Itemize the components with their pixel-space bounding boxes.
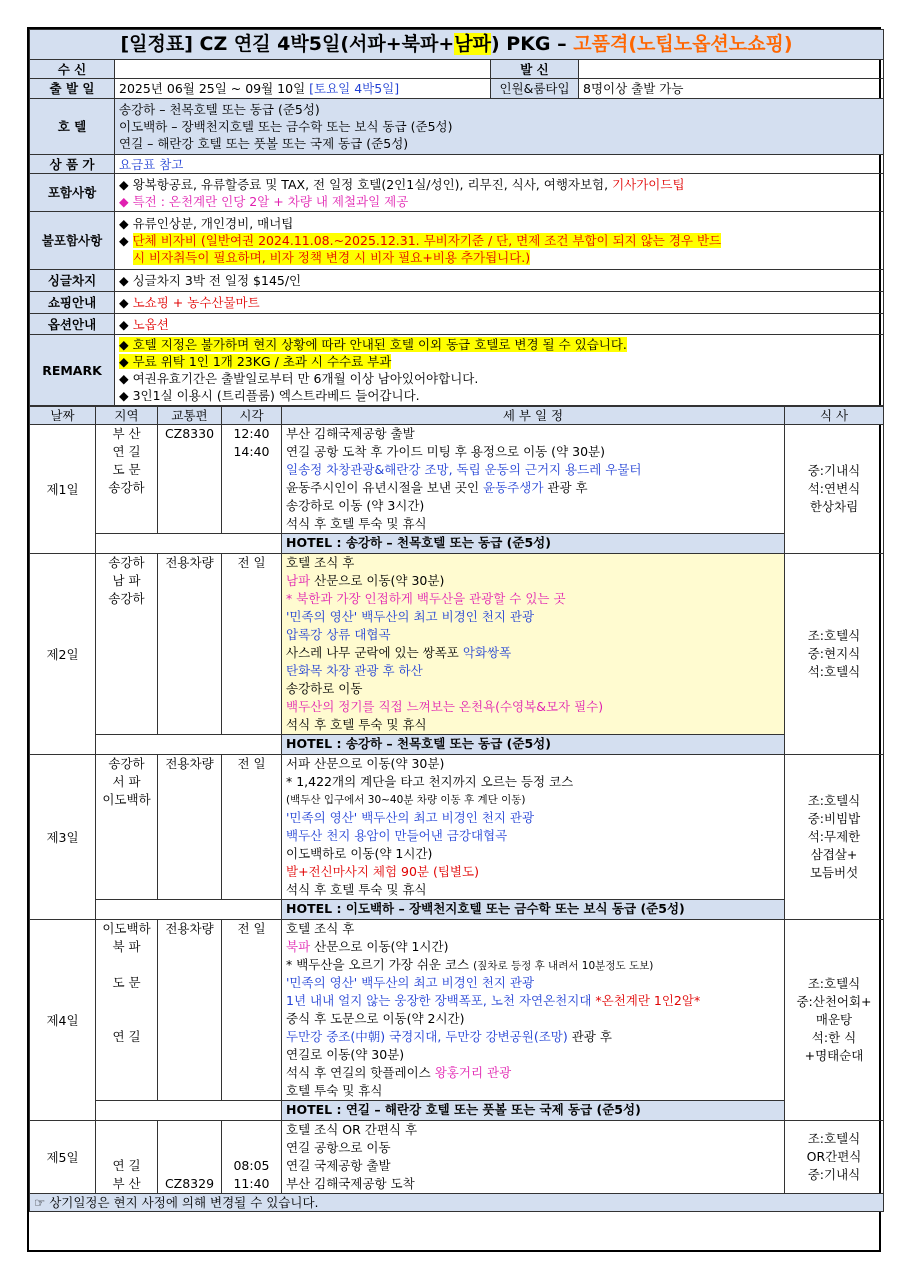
depart-label: 출 발 일 [30,79,115,99]
day-5-label: 제5일 [30,1121,96,1194]
depart-value: 2025년 06월 25일 ~ 09월 10일 [토요일 4박5일] [115,79,491,99]
shop-label: 쇼핑안내 [30,292,115,314]
opt-label: 옵션안내 [30,314,115,335]
single-value: ◆ 싱글차지 3박 전 일정 $145/인 [115,270,884,292]
recv-value [115,60,491,79]
itinerary-sheet [27,27,881,1252]
incl-value: ◆ 왕복항공료, 유류할증료 및 TAX, 전 일정 호텔(2인1실/성인), 리무진, 식사, 여행자보험, 기사가이드팁 ◆ 특전 : 온천계란 인당 2알 + 차량 내 제철과일 제공 [115,174,884,212]
day-2-times: 전 일 [222,554,282,735]
day-2-trans: 전용차량 [158,554,222,735]
col-region: 지역 [96,407,158,425]
hotel-label: 호 텔 [30,99,115,155]
col-time: 시각 [222,407,282,425]
day-1-trans: CZ8330 [158,425,222,534]
day-5-meals: 조:호텔식 OR간편식 중:기내식 [785,1121,884,1194]
day-2-regions: 송강하 남 파 송강하 [96,554,158,735]
day-1-hotel: HOTEL : 송강하 – 천목호텔 또는 동급 (준5성) [282,534,785,554]
day-4-regions: 이도백하 북 파 도 문 연 길 [96,920,158,1101]
day-4-detail: 호텔 조식 후 북파 산문으로 이동(약 1시간) * 백두산을 오르기 가장 쉬운 코스 (짚차로 등정 후 내려서 10분정도 도보) '민족의 영산' 백두산의 최고 비경인 천지 관광 1년 내내 얼지 않는 웅장한 장백폭포, 노천 자연온천지대 *온천계란 1인2알* 중식 후 도문으로 이동(약 2시간) 두만강 중조(中朝) 국경지대, 두만강 강변공원(조망) 관광 후 연길로 이동(약 30분) 석식 후 연길의 핫플레이스 왕홍거리 관광 호텔 투숙 및 휴식 [282,920,785,1101]
day-3-times: 전 일 [222,755,282,900]
footer-note: ☞ 상기일정은 현지 사정에 의해 변경될 수 있습니다. [30,1194,884,1212]
send-label: 발 신 [491,60,579,79]
col-detail: 세 부 일 정 [282,407,785,425]
excl-label: 불포함사항 [30,212,115,270]
remark-label: REMARK [30,335,115,406]
day-1-detail: 부산 김해국제공항 출발 연길 공항 도착 후 가이드 미팅 후 용정으로 이동 (약 30분) 일송정 차창관광&해란강 조망, 독립 운동의 근거지 용드레 우물터 윤동주시인이 유년시절을 보낸 곳인 윤동주생가 관광 후 송강하로 이동 (약 3시간) 석식 후 호텔 투숙 및 휴식 [282,425,785,534]
day-3-detail: 서파 산문으로 이동(약 30분) * 1,422개의 계단을 타고 천지까지 오르는 등정 코스 (백두산 입구에서 30~40분 차량 이동 후 계단 이동) '민족의 영산' 백두산의 최고 비경인 천지 관광 백두산 천지 용암이 만들어낸 금강대협곡 이도백하로 이동(약 1시간) 발+전신마사지 체험 90분 (팁별도) 석식 후 호텔 투숙 및 휴식 [282,755,785,900]
day-2-hotel: HOTEL : 송강하 – 천목호텔 또는 동급 (준5성) [282,735,785,755]
opt-value: ◆ 노옵션 [115,314,884,335]
day-4-times: 전 일 [222,920,282,1101]
day-3-label: 제3일 [30,755,96,920]
schedule-table [29,406,884,1212]
shop-value: ◆ 노쇼핑 + 농수산물마트 [115,292,884,314]
day-1-meals: 중:기내식 석:연변식 한상차림 [785,425,884,554]
col-day: 날짜 [30,407,96,425]
day-4-meals: 조:호텔식 중:산천어회+ 매운탕 석:한 식 +명태순대 [785,920,884,1121]
col-trans: 교통편 [158,407,222,425]
day-4-trans: 전용차량 [158,920,222,1101]
day-5-regions: 연 길 부 산 [96,1121,158,1194]
day-4-label: 제4일 [30,920,96,1121]
col-meal: 식 사 [785,407,884,425]
day-4-hotel: HOTEL : 연길 – 해란강 호텔 또는 풋볼 또는 국제 동급 (준5성) [282,1101,785,1121]
hotel-list: 송강하 – 천목호텔 또는 동급 (준5성) 이도백하 – 장백천지호텔 또는 금수학 또는 보식 동급 (준5성) 연길 – 해란강 호텔 또는 풋볼 또는 국제 동급 (준5성) [115,99,884,155]
send-value [579,60,884,79]
day-3-regions: 송강하 서 파 이도백하 [96,755,158,900]
page-title: [일정표] CZ 연길 4박5일(서파+북파+남파) PKG – 고품격(노팁노옵션노쇼핑) [30,30,884,60]
info-table [29,29,884,406]
day-5-times: 08:05 11:40 [222,1121,282,1194]
incl-label: 포함사항 [30,174,115,212]
excl-value: ◆ 유류인상분, 개인경비, 매너팁 ◆ 단체 비자비 (일반여권 2024.11.08.~2025.12.31. 무비자기준 / 단, 면제 조건 부합이 되지 않는 경우 반드 시 비자취득이 필요하며, 비자 정책 변경 시 비자 필요+비용 추가됩니다.) [115,212,884,270]
day-3-trans: 전용차량 [158,755,222,900]
day-5-detail: 호텔 조식 OR 간편식 후 연길 공항으로 이동 연길 국제공항 출발 부산 김해국제공항 도착 [282,1121,785,1194]
remark-value: ◆ 호텔 지정은 불가하며 현지 상황에 따라 안내된 호텔 이외 동급 호텔로 변경 될 수 있습니다. ◆ 무료 위탁 1인 1개 23KG / 초과 시 수수료 부과 ◆ 여권유효기간은 출발일로부터 만 6개월 이상 남아있어야합니다. ◆ 3인1실 이용시 (트리플룸) 엑스트라베드 들어갑니다. [115,335,884,406]
room-value: 8명이상 출발 가능 [579,79,884,99]
recv-label: 수 신 [30,60,115,79]
day-1-regions: 부 산 연 길 도 문 송강하 [96,425,158,534]
price-value: 요금표 참고 [115,155,884,174]
price-label: 상 품 가 [30,155,115,174]
day-2-label: 제2일 [30,554,96,755]
day-1-times: 12:40 14:40 [222,425,282,534]
pointing-hand-icon: ☞ [34,1195,46,1210]
single-label: 싱글차지 [30,270,115,292]
day-1-label: 제1일 [30,425,96,554]
room-label: 인원&룸타입 [491,79,579,99]
day-2-meals: 조:호텔식 중:현지식 석:호텔식 [785,554,884,755]
day-5-trans: CZ8329 [158,1121,222,1194]
day-2-detail: 호텔 조식 후 남파 산문으로 이동(약 30분) * 북한과 가장 인접하게 백두산을 관광할 수 있는 곳 '민족의 영산' 백두산의 최고 비경인 천지 관광 압록강 상류 대협곡 사스레 나무 군락에 있는 쌍폭포 악화쌍폭 탄화목 차장 관광 후 하산 송강하로 이동 백두산의 정기를 직접 느껴보는 온천욕(수영복&모자 필수) 석식 후 호텔 투숙 및 휴식 [282,554,785,735]
day-3-hotel: HOTEL : 이도백하 – 장백천지호텔 또는 금수학 또는 보식 동급 (준5성) [282,900,785,920]
title-tag: 고품격(노팁노옵션노쇼핑) [573,33,793,55]
day-3-meals: 조:호텔식 중:비빔밥 석:무제한 삼겹살+ 모듬버섯 [785,755,884,920]
